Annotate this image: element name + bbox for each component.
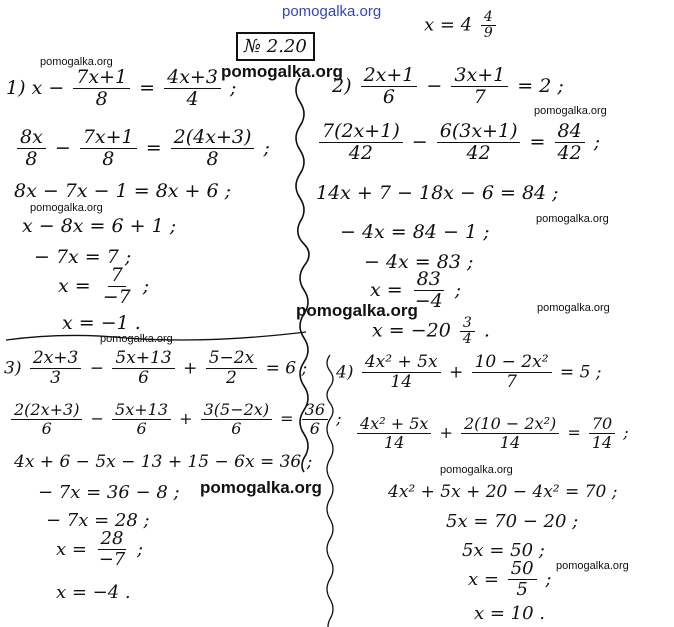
p3-line-4: − 7x = 36 − 8 ; (38, 482, 180, 503)
previous-answer (424, 10, 499, 41)
frac-num: 7 (108, 266, 126, 287)
frac-den: 8 (25, 147, 38, 170)
p4-l1-eq: = 5 ; (559, 362, 602, 383)
p3-l2-op1: − (90, 409, 104, 429)
watermark-small-2: pomogalka.org (534, 105, 607, 117)
p2-l2-frac3 (555, 122, 585, 164)
p3-l1-frac3 (206, 350, 257, 388)
frac-den: 8 (95, 87, 108, 110)
frac-den: 14 (499, 432, 521, 452)
frac-den: 6 (136, 418, 147, 438)
frac-num: 3(5−2x) (201, 402, 272, 420)
watermark-big-3: pomogalka.org (200, 478, 322, 497)
previous-answer-x: x = 4 (424, 14, 473, 36)
p3-line-6 (56, 530, 143, 570)
p3-l1-eq: = 6 ; (265, 358, 308, 379)
watermark-small-1: pomogalka.org (40, 56, 113, 68)
frac-num: 4x+3 (164, 68, 221, 89)
p3-l2-frac2 (112, 402, 171, 437)
p4-l2-frac3 (589, 416, 615, 451)
p2-l2-frac1 (319, 122, 403, 164)
watermark-top[interactable]: pomogalka.org (282, 3, 382, 20)
p1-l6-x: x = (58, 274, 91, 297)
frac-den: −4 (414, 289, 443, 312)
frac-num: 5−2x (206, 350, 257, 369)
p4-l2-frac1 (357, 416, 431, 451)
p4-l1-op: + (448, 362, 464, 383)
frac-num: 4x² + 5x (357, 416, 431, 434)
frac-num: 70 (589, 416, 615, 434)
frac-den: 6 (382, 85, 396, 108)
p4-l2-end: ; (623, 423, 629, 443)
frac-num: 2x+3 (30, 350, 81, 369)
p1-l2-frac1 (17, 128, 46, 170)
p2-l1-frac1 (361, 66, 418, 108)
p3-line-2 (8, 402, 342, 437)
p4-l2-eq: = (567, 423, 581, 443)
task-number-box: № 2.20 (236, 32, 315, 61)
frac-den: 14 (390, 371, 413, 392)
frac-den: 6 (138, 367, 149, 388)
watermark-small-3: pomogalka.org (30, 202, 103, 214)
p4-l2-frac2 (461, 416, 559, 451)
p4-line-5: 5x = 50 ; (462, 540, 545, 561)
p3-line-5: − 7x = 28 ; (46, 510, 150, 531)
p2-line-4: − 4x = 84 − 1 ; (340, 221, 490, 243)
p1-line-5: − 7x = 7 ; (34, 246, 132, 268)
p4-line-7: x = 10 . (474, 603, 546, 624)
frac-den: 6 (309, 418, 320, 438)
p1-l2-frac3 (171, 128, 255, 170)
frac-den: 42 (466, 141, 491, 164)
frac-den: 42 (348, 141, 373, 164)
p2-l7-end: . (483, 319, 490, 342)
p1-l2-eq: = (145, 136, 162, 159)
watermark-small-4: pomogalka.org (536, 213, 609, 225)
frac-den: 8 (102, 147, 115, 170)
frac-den: 14 (591, 432, 613, 452)
p3-l2-frac3 (201, 402, 272, 437)
p4-line-6 (468, 560, 551, 600)
p1-l6-end: ; (142, 274, 150, 297)
p3-l2-end: ; (336, 409, 342, 429)
frac-num: 4x² + 5x (362, 354, 441, 373)
p2-l6-x: x = (370, 278, 403, 301)
p3-l6-end: ; (136, 538, 144, 560)
p2-l1-frac2 (451, 66, 508, 108)
p1-l1-frac1 (73, 68, 130, 110)
p1-line-3: 8x − 7x − 1 = 8x + 6 ; (14, 180, 232, 202)
frac-den: 7 (473, 85, 486, 108)
p3-l2-op2: + (179, 409, 193, 429)
p1-line-4: x − 8x = 6 + 1 ; (22, 215, 177, 237)
frac-den: 2 (226, 367, 237, 388)
p2-line-5: − 4x = 83 ; (364, 251, 474, 273)
frac-num: 50 (508, 560, 537, 580)
frac-num: 2(10 − 2x²) (461, 416, 559, 434)
p2-l7-frac (460, 316, 475, 347)
p1-l1-end: ; (229, 76, 237, 99)
p4-l6-x: x = (468, 568, 499, 590)
p1-l1-x: x − (31, 76, 65, 99)
frac-num: 7x+1 (80, 128, 137, 149)
frac-num: 83 (414, 270, 444, 291)
frac-den: −7 (102, 285, 131, 308)
p1-line-1 (6, 68, 236, 110)
watermark-big-1: pomogalka.org (221, 62, 343, 81)
p4-l1-frac2 (472, 354, 552, 392)
frac-num: 2x+1 (361, 66, 418, 87)
p3-line-3: 4x + 6 − 5x − 13 + 15 − 6x = 36 ; (14, 452, 313, 472)
p3-l6-x: x = (56, 538, 87, 560)
p3-line-7: x = −4 . (56, 582, 131, 603)
p3-l1-op1: − (89, 358, 104, 379)
p2-l1-eq: = 2 ; (517, 74, 564, 97)
p4-l6-frac (508, 560, 537, 600)
p4-l2-op: + (439, 423, 453, 443)
frac-num: 7x+1 (73, 68, 130, 89)
p3-l2-eq: = (280, 409, 294, 429)
frac-den: −7 (98, 548, 126, 570)
frac-num: 10 − 2x² (472, 354, 552, 373)
p1-line-7: x = −1 . (62, 312, 141, 334)
p2-l2-end: ; (593, 130, 601, 153)
p3-l2-frac1 (11, 402, 82, 437)
p3-l6-frac (96, 530, 129, 570)
p1-l1-frac2 (164, 68, 221, 110)
p4-line-3: 4x² + 5x + 20 − 4x² = 70 ; (388, 482, 618, 502)
frac-num: 8x (17, 128, 46, 149)
previous-answer-fraction (481, 10, 496, 41)
p3-l1-frac1 (30, 350, 81, 388)
p3-l1-frac2 (112, 350, 174, 388)
watermark-big-2: pomogalka.org (296, 301, 418, 320)
frac-den: 14 (384, 432, 405, 452)
p1-l2-op: − (54, 136, 71, 159)
p2-l2-frac2 (437, 122, 521, 164)
frac-den: 9 (483, 24, 493, 41)
p4-line-4: 5x = 70 − 20 ; (446, 511, 579, 532)
frac-num: 3x+1 (451, 66, 508, 87)
p4-label: 4) (336, 362, 354, 383)
p2-l1-op: − (426, 74, 443, 97)
frac-den: 4 (462, 330, 472, 347)
p2-line-2 (316, 122, 600, 164)
frac-den: 4 (186, 87, 199, 110)
p1-line-2 (14, 128, 270, 170)
p4-l6-end: ; (545, 568, 552, 590)
p2-l2-op: − (411, 130, 428, 153)
p2-l6-end: ; (454, 278, 462, 301)
frac-num: 5x+13 (112, 350, 174, 369)
frac-num: 6(3x+1) (437, 122, 521, 143)
frac-num: 7(2x+1) (319, 122, 403, 143)
p3-l2-frac4 (302, 402, 328, 437)
p1-l6-frac (100, 266, 134, 308)
frac-den: 42 (557, 141, 582, 164)
p2-line-3: 14x + 7 − 18x − 6 = 84 ; (316, 182, 559, 204)
p3-l1-op2: + (183, 358, 198, 379)
watermark-small-5: pomogalka.org (537, 302, 610, 314)
p4-l1-frac1 (362, 354, 441, 392)
p2-label: 2) (332, 74, 352, 97)
p2-l7-x: x = −20 (372, 319, 451, 342)
p4-line-2 (354, 416, 629, 451)
frac-num: 3 (460, 316, 475, 332)
watermark-small-8: pomogalka.org (556, 560, 629, 572)
p2-l2-eq: = (529, 130, 546, 153)
watermark-small-6: pomogalka.org (100, 333, 173, 345)
frac-den: 6 (41, 418, 52, 438)
frac-den: 8 (206, 147, 219, 170)
task-number (236, 36, 315, 57)
frac-num: 36 (302, 402, 328, 420)
frac-num: 2(4x+3) (171, 128, 255, 149)
frac-den: 5 (516, 578, 528, 600)
p1-l2-end: ; (263, 136, 270, 159)
frac-num: 4 (481, 10, 496, 26)
p1-line-6 (58, 266, 149, 308)
frac-num: 28 (98, 530, 127, 550)
frac-den: 6 (231, 418, 242, 438)
frac-num: 84 (555, 122, 585, 143)
frac-num: 5x+13 (112, 402, 171, 420)
p1-l2-frac2 (80, 128, 137, 170)
p2-line-1 (332, 66, 564, 108)
p4-line-1 (336, 354, 602, 392)
p1-l1-eq: = (139, 76, 156, 99)
p3-label: 3) (4, 358, 22, 379)
watermark-small-7: pomogalka.org (440, 464, 513, 476)
p1-label: 1) (6, 76, 26, 99)
frac-num: 2(2x+3) (11, 402, 82, 420)
frac-den: 3 (50, 367, 61, 388)
p3-line-1 (4, 350, 307, 388)
frac-den: 7 (506, 371, 517, 392)
